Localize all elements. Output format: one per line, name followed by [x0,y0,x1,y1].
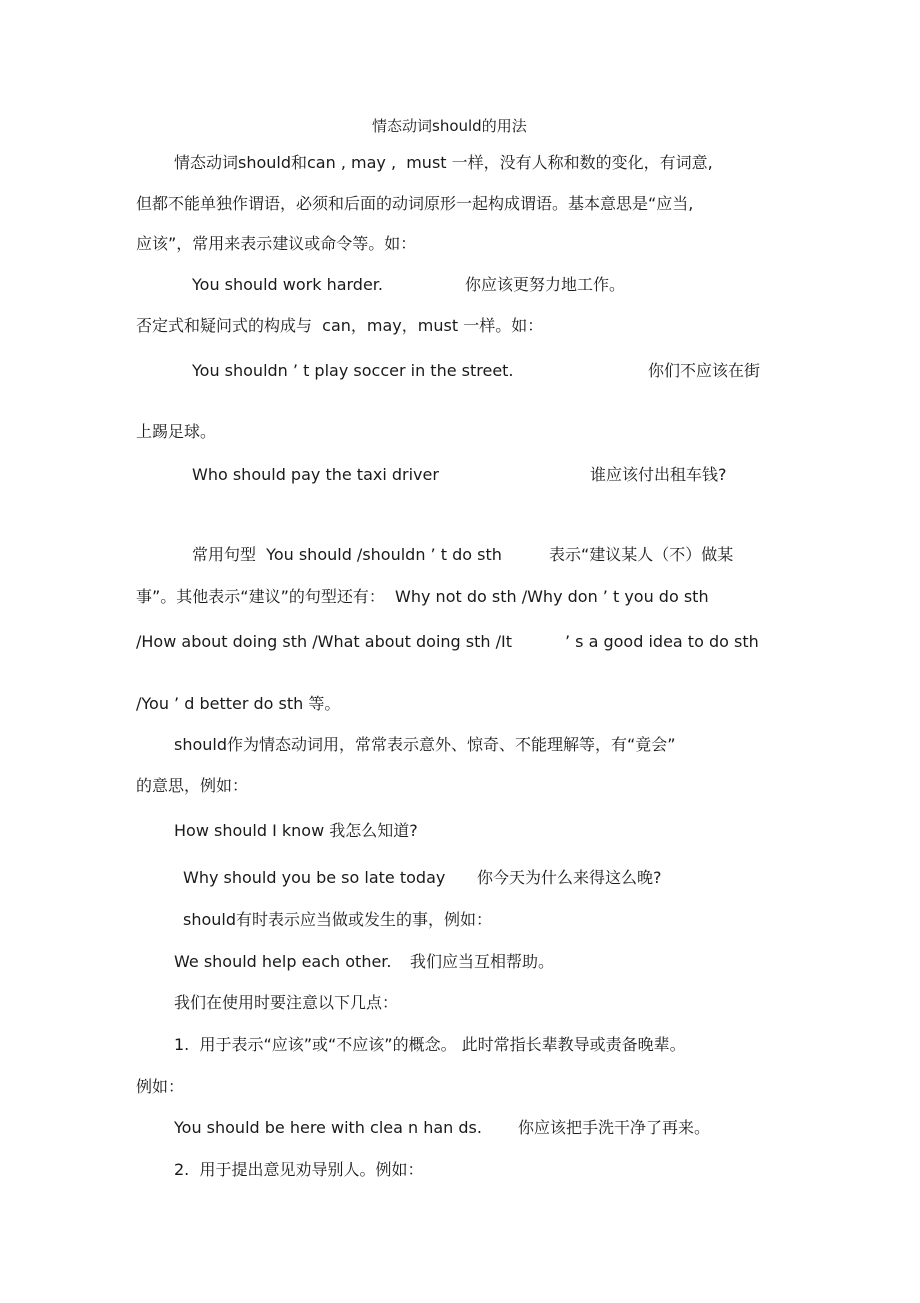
example-6-chinese: 我们应当互相帮助。 [410,952,555,971]
example-5-english: Why should you be so late today [183,868,446,887]
example-3-english: Who should pay the taxi driver [192,465,439,484]
point-1-line-1: 1. 用于表示“应该”或“不应该”的概念。 此时常指长辈教导或责备晚辈。 [174,1035,686,1054]
intro-line-1: 情态动词should和can , may , must 一样，没有人称和数的变化，有词意, [174,153,713,172]
example-1-english: You should work harder. [192,275,383,294]
example-5-chinese: 你今天为什么来得这么晚? [477,868,662,887]
example-7-chinese: 你应该把手洗干净了再来。 [518,1118,711,1137]
points-intro: 我们在使用时要注意以下几点： [174,993,399,1012]
pattern-line-4: /You ’ d better do sth 等。 [136,694,341,713]
example-6-english: We should help each other. [174,952,392,971]
example-2-english: You shouldn ’ t play soccer in the street. [192,361,514,380]
should-note: should有时表示应当做或发生的事，例如： [183,910,493,929]
pattern-line-3a: /How about doing sth /What about doing sth /It [136,632,512,651]
pattern-line-1b: 表示“建议某人（不）做某 [549,545,734,564]
negative-intro: 否定式和疑问式的构成与 can，may，must 一样。如： [136,316,544,335]
point-2-line-1: 2. 用于提出意见劝导别人。例如： [174,1160,424,1179]
pattern-line-3b: ’ s a good idea to do sth [565,632,759,651]
point-1-line-2: 例如： [136,1077,185,1096]
pattern-line-1a: 常用句型 You should /shouldn ’ t do sth [192,545,502,564]
pattern-line-2: 事”。其他表示“建议”的句型还有： Why not do sth /Why don ’ t you do sth [136,587,709,606]
example-4: How should I know 我怎么知道? [174,821,418,840]
page-title: 情态动词should的用法 [372,117,527,135]
intro-line-2: 但都不能单独作谓语，必须和后面的动词原形一起构成谓语。基本意思是“应当, [136,194,694,213]
example-7-english: You should be here with clea n han ds. [174,1118,482,1137]
surprise-line-2: 的意思，例如： [136,776,249,795]
example-1-chinese: 你应该更努力地工作。 [465,275,626,294]
example-3-chinese: 谁应该付出租车钱? [590,465,727,484]
example-2-chinese-a: 你们不应该在街 [648,361,761,380]
surprise-line-1: should作为情态动词用，常常表示意外、惊奇、不能理解等，有“竟会” [174,735,676,754]
example-2-chinese-b: 上踢足球。 [136,422,217,441]
intro-line-3: 应该”，常用来表示建议或命令等。如： [136,234,417,253]
